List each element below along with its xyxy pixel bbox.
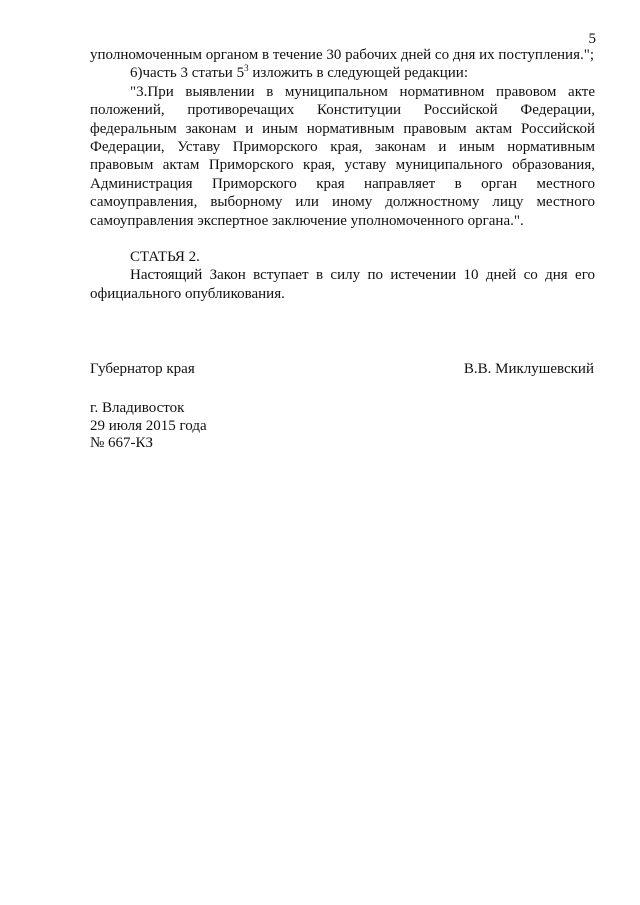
signature-row bbox=[90, 360, 594, 378]
footer-law-number: № 667-КЗ bbox=[90, 435, 154, 452]
paragraph-amended-text: "3.При выявлении в муниципальном нормативном правовом акте положений, противоречащих Конституции Российской Федерации, федеральным законам и иным нормативным правовым актам Российской Федерации, Уставу Приморского края, законам и иным нормативным правовым актам Приморского края, уставу муниципального образования, Администрация Приморского края направляет в орган местного самоуправления, выборному или иному должностному лицу местного самоуправления экспертное заключение уполномоченного органа.". bbox=[90, 83, 595, 229]
document-footer bbox=[90, 400, 207, 453]
article-heading: СТАТЬЯ 2. bbox=[130, 249, 200, 266]
signatory-title: Губернатор края bbox=[90, 361, 195, 377]
amendment-text-prefix: 6)часть 3 статьи 5 bbox=[130, 65, 245, 82]
paragraph-amendment-item bbox=[90, 64, 595, 82]
page-number: 5 bbox=[588, 31, 596, 47]
article-superscript: 3 bbox=[244, 63, 249, 74]
document-body bbox=[90, 46, 595, 303]
footer-date: 29 июля 2015 года bbox=[90, 417, 207, 434]
footer-city: г. Владивосток bbox=[90, 400, 185, 416]
signatory-name: В.В. Миклушевский bbox=[463, 361, 594, 377]
amendment-text-suffix: изложить в следующей редакции: bbox=[248, 65, 468, 82]
paragraph-continuation: уполномоченным органом в течение 30 рабочих дней со дня их поступления."; bbox=[90, 47, 595, 63]
article-body: Настоящий Закон вступает в силу по истечении 10 дней со дня его официального опубликования. bbox=[90, 267, 595, 302]
